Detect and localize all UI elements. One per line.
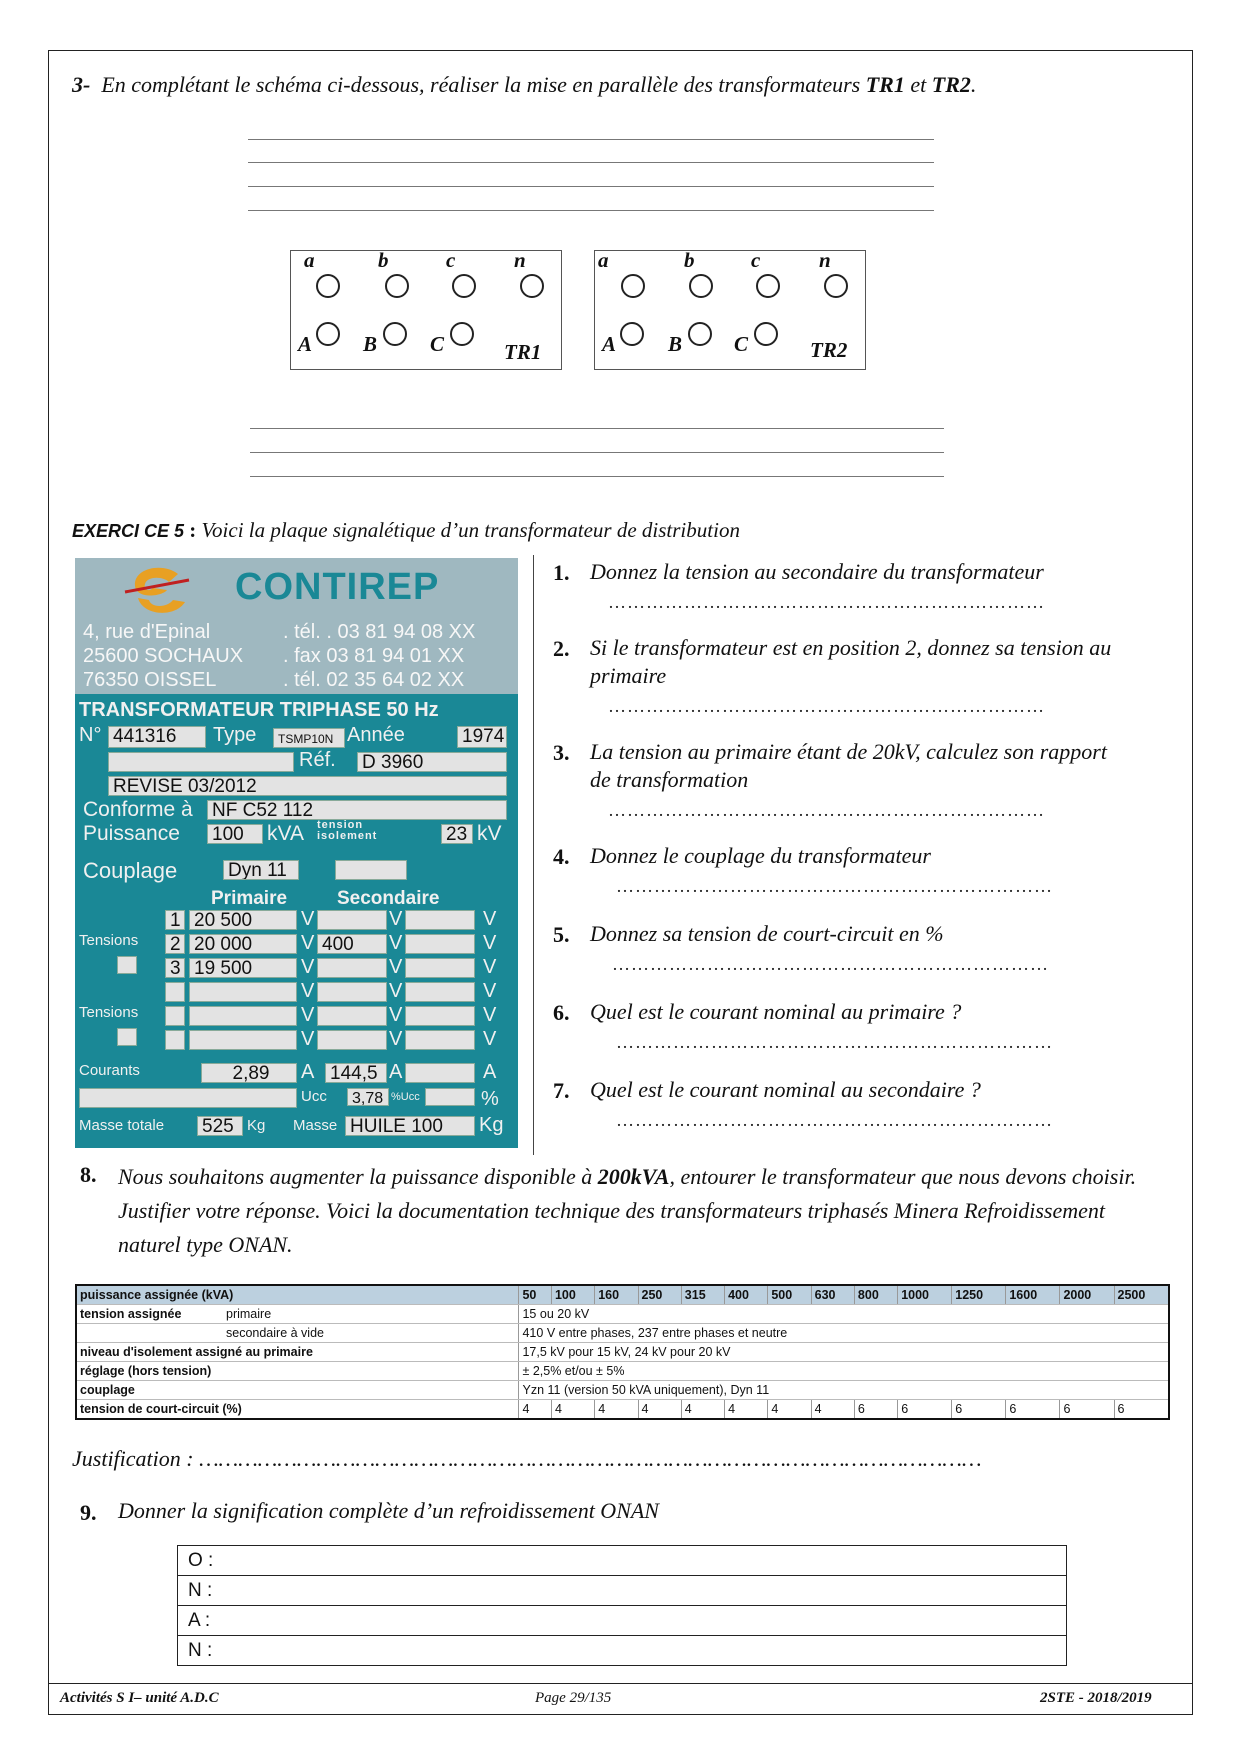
answer-line[interactable]: …………………………………………………………… [616, 876, 1053, 896]
tr2-terminal-B[interactable] [688, 322, 712, 346]
justification-dots: ………………………………………………………………………………………………………… [199, 1446, 982, 1471]
tap-checkbox[interactable] [117, 1028, 137, 1046]
column-divider [533, 555, 534, 1155]
blank-field [79, 1088, 297, 1108]
busbar-line[interactable] [248, 162, 934, 163]
justification-label: Justification : [72, 1446, 200, 1471]
question-text: Donnez sa tension de court-circuit en % [590, 921, 944, 946]
tr2-terminal-a[interactable] [621, 274, 645, 298]
exercise-5-desc: Voici la plaque signalétique d’un transformateur de distribution [201, 518, 740, 542]
ucc-cell: 4 [725, 1400, 768, 1420]
tr2-terminal-A[interactable] [620, 322, 644, 346]
primary-header: Primaire [211, 888, 288, 909]
ref-value: D 3960 [357, 752, 507, 772]
ucc-cell: 6 [854, 1400, 897, 1420]
power-cell: 1600 [1006, 1285, 1060, 1305]
primary-voltage: 20 000 [189, 934, 297, 954]
blank-field [405, 1006, 475, 1026]
tr1-label-n: n [514, 248, 526, 272]
tr1-label-C: C [430, 332, 445, 356]
ucc-label: Ucc [301, 1088, 327, 1105]
footer-left: Activités S I– unité A.D.C [60, 1690, 219, 1706]
blank-field [405, 934, 475, 954]
brand-name: CONTIREP [235, 566, 440, 608]
tr2-ref: TR2 [931, 72, 971, 97]
unit-v: V [389, 1004, 403, 1026]
unit-v: V [301, 980, 315, 1002]
table-row [76, 1381, 1169, 1400]
question-text: Quel est le courant nominal au primaire ? [590, 999, 962, 1024]
primary-voltage: 19 500 [189, 958, 297, 978]
busbar-line[interactable] [248, 186, 934, 187]
total-mass-label: Masse totale [79, 1117, 165, 1134]
busbar-line[interactable] [250, 428, 944, 429]
address-line: 76350 OISSEL [83, 669, 217, 691]
power-cell: 400 [725, 1285, 768, 1305]
ucc-cell: 4 [768, 1400, 811, 1420]
tap-number: 3 [165, 958, 185, 978]
blank-field [165, 982, 185, 1002]
ucc-cell: 4 [638, 1400, 681, 1420]
onan-cell[interactable]: O : [178, 1546, 1067, 1576]
type-label: Type [213, 724, 257, 746]
exercise-5-heading [72, 518, 740, 543]
address-line: 25600 SOCHAUX [83, 645, 244, 667]
unit-v: V [389, 980, 403, 1002]
power-cell: 1250 [952, 1285, 1006, 1305]
answer-line[interactable]: …………………………………………………………… [616, 1110, 1053, 1130]
tr2-terminal-C[interactable] [754, 322, 778, 346]
row-sublabel: primaire [223, 1305, 519, 1324]
serial-number: 441316 [108, 726, 206, 748]
coupling-value: Dyn 11 [223, 860, 299, 880]
address-block [83, 620, 243, 692]
blank-field [317, 982, 387, 1002]
power-cell: 315 [681, 1285, 724, 1305]
question-3-end: . [970, 72, 977, 97]
blank-field [317, 1030, 387, 1050]
blank-field [108, 752, 294, 772]
address-line: 4, rue d'Epinal [83, 621, 211, 643]
blank-field [425, 1088, 475, 1106]
blank-field [405, 958, 475, 978]
question-number: 2. [553, 636, 570, 661]
ucc-cell: 6 [898, 1400, 952, 1420]
unit-v: V [483, 908, 497, 930]
tr2-terminal-n[interactable] [824, 274, 848, 298]
voltages-label: Tensions [79, 1004, 139, 1021]
unit-a: A [301, 1061, 315, 1083]
justification-line[interactable] [72, 1446, 1172, 1472]
row-value: 17,5 kV pour 15 kV, 24 kV pour 20 kV [519, 1343, 1169, 1362]
answer-line[interactable]: …………………………………………………………… [608, 800, 1045, 820]
blank-field [405, 910, 475, 930]
footer-right: 2STE - 2018/2019 [1040, 1690, 1152, 1706]
row-label: réglage (hors tension) [76, 1362, 519, 1381]
tap-checkbox[interactable] [117, 956, 137, 974]
ucc-cell: 4 [811, 1400, 854, 1420]
unit-v: V [389, 908, 403, 930]
question-text: Si le transformateur est en position 2, donnez sa tension au primaire [590, 635, 1112, 688]
power-cell: 160 [595, 1285, 638, 1305]
year-label: Année [347, 724, 405, 746]
unit-v: V [483, 1004, 497, 1026]
tr1-terminal-c[interactable] [452, 274, 476, 298]
oil-mass-value: HUILE 100 [345, 1116, 475, 1136]
tr1-label-b: b [378, 248, 389, 272]
unit-v: V [483, 956, 497, 978]
power-cell: 800 [854, 1285, 897, 1305]
primary-voltage: 20 500 [189, 910, 297, 930]
answer-line[interactable]: …………………………………………………………… [608, 592, 1045, 612]
onan-cell[interactable]: N : [178, 1636, 1067, 1666]
tr1-terminal-b[interactable] [385, 274, 409, 298]
secondary-voltage [317, 958, 387, 978]
secondary-current: 144,5 [325, 1063, 387, 1083]
tr1-terminal-a[interactable] [316, 274, 340, 298]
question-number: 7. [553, 1078, 570, 1103]
table-row [76, 1400, 1169, 1420]
insulation-value: 23 [441, 824, 473, 844]
ucc-cell: 6 [1006, 1400, 1060, 1420]
blank-field [317, 1006, 387, 1026]
standard-label: Conforme à [83, 798, 193, 821]
ucc-cell: 4 [519, 1400, 551, 1420]
row-label: tension assignée [76, 1305, 223, 1324]
mass-label: Masse [293, 1117, 338, 1134]
unit-v: V [301, 1028, 315, 1050]
tr1-name: TR1 [504, 340, 542, 364]
table-row [76, 1285, 1169, 1305]
total-mass-value: 525 [197, 1116, 243, 1136]
question-number: 9. [80, 1500, 97, 1525]
busbar-line[interactable] [248, 139, 934, 140]
secondary-voltage: 400 [317, 934, 387, 954]
answer-line[interactable]: …………………………………………………………… [612, 954, 1049, 974]
ucc-cell: 4 [681, 1400, 724, 1420]
answer-line[interactable]: …………………………………………………………… [616, 1032, 1053, 1052]
tr2-name: TR2 [810, 338, 848, 362]
tr1-label-c: c [446, 248, 456, 272]
tr2-label-a: a [598, 248, 609, 272]
power-cell: 500 [768, 1285, 811, 1305]
tr1-label-B: B [363, 332, 378, 356]
contirep-logo-icon [123, 562, 193, 620]
serial-label: N° [79, 724, 102, 746]
ucc-cell: 6 [952, 1400, 1006, 1420]
tr1-ref: TR1 [865, 72, 905, 97]
insulation-label [317, 820, 377, 842]
unit-pct: % [481, 1088, 499, 1110]
table-row [76, 1305, 1169, 1324]
primary-current: 2,89 [201, 1063, 297, 1083]
unit-a: A [483, 1061, 497, 1083]
table-row [178, 1606, 1067, 1636]
unit-v: V [301, 1004, 315, 1026]
tr2-label-B: B [668, 332, 683, 356]
table-row [76, 1343, 1169, 1362]
exercise-5-colon: : [184, 518, 202, 542]
row-value: Yzn 11 (version 50 kVA uniquement), Dyn 11 [519, 1381, 1169, 1400]
tr1-terminal-A[interactable] [316, 322, 340, 346]
tr1-terminal-C[interactable] [450, 322, 474, 346]
type-value: TSMP10N [273, 728, 345, 748]
tr2-label-c: c [751, 248, 761, 272]
unit-v: V [389, 932, 403, 954]
unit-kg: Kg [247, 1117, 266, 1134]
ucc-value: 3,78 [347, 1088, 389, 1106]
power-cell: 250 [638, 1285, 681, 1305]
ref-label: Réf. [299, 749, 336, 771]
blank-field [165, 1006, 185, 1026]
unit-v: V [483, 980, 497, 1002]
revision-value: REVISE 03/2012 [108, 776, 507, 796]
spec-table [75, 1284, 1170, 1420]
ucc-cell: 6 [1060, 1400, 1114, 1420]
power-cell: 2500 [1114, 1285, 1169, 1305]
question-number: 1. [553, 560, 570, 585]
insulation-label-1: tension [317, 819, 364, 831]
table-header-cell: puissance assignée (kVA) [76, 1285, 519, 1305]
question-3-and: et [904, 72, 932, 97]
row-value: ± 2,5% et/ou ± 5% [519, 1362, 1169, 1381]
question-text: Donnez la tension au secondaire du transformateur [590, 559, 1044, 584]
row-value: 410 V entre phases, 237 entre phases et neutre [519, 1324, 1169, 1343]
busbar-line[interactable] [250, 476, 944, 477]
ucc-cell: 4 [551, 1400, 594, 1420]
insulation-unit: kV [477, 822, 502, 845]
nameplate-heading: TRANSFORMATEUR TRIPHASE 50 Hz [79, 699, 439, 721]
unit-kg: Kg [479, 1114, 504, 1136]
year-value: 1974 [457, 726, 507, 748]
question-text: La tension au primaire étant de 20kV, calculez son rapport de transformation [590, 739, 1107, 792]
row-label-empty [76, 1324, 223, 1343]
question-text: Donnez le couplage du transformateur [590, 843, 931, 868]
unit-a: A [389, 1061, 403, 1083]
question-3 [72, 72, 976, 98]
row-label: niveau d'isolement assigné au primaire [76, 1343, 519, 1362]
unit-v: V [301, 932, 315, 954]
power-cell: 50 [519, 1285, 551, 1305]
blank-field [189, 1030, 297, 1050]
question-number: 4. [553, 844, 570, 869]
power-value: 100 [207, 824, 263, 844]
onan-cell[interactable]: N : [178, 1576, 1067, 1606]
power-cell: 100 [551, 1285, 594, 1305]
secondary-header: Secondaire [337, 888, 440, 909]
table-row [178, 1636, 1067, 1666]
footer-divider [48, 1683, 1193, 1684]
tap-number: 2 [165, 934, 185, 954]
unit-v: V [301, 956, 315, 978]
question-9-text: Donner la signification complète d’un refroidissement ONAN [118, 1498, 659, 1523]
answer-line[interactable]: …………………………………………………………… [608, 696, 1045, 716]
blank-field [189, 1006, 297, 1026]
tr2-label-C: C [734, 332, 749, 356]
row-value: 15 ou 20 kV [519, 1305, 1169, 1324]
tr2-label-b: b [684, 248, 695, 272]
contact-line: . fax 03 81 94 01 XX [283, 645, 465, 667]
footer-page: Page 29/135 [535, 1690, 612, 1706]
power-cell: 2000 [1060, 1285, 1114, 1305]
contact-line: . tél. 02 35 64 02 XX [283, 669, 465, 691]
power-label: Puissance [83, 822, 180, 845]
busbar-line[interactable] [248, 210, 934, 211]
power-cell: 630 [811, 1285, 854, 1305]
row-label: couplage [76, 1381, 519, 1400]
unit-v: V [483, 1028, 497, 1050]
question-text: Quel est le courant nominal au secondaire ? [590, 1077, 981, 1102]
blank-field [405, 1063, 475, 1083]
contact-block [283, 620, 475, 692]
question-8-part1: Nous souhaitons augmenter la puissance disponible à [118, 1164, 598, 1189]
voltages-label: Tensions [79, 932, 139, 949]
currents-label: Courants [79, 1062, 140, 1079]
blank-field [189, 982, 297, 1002]
exercise-5-title: EXERCI CE 5 [72, 521, 185, 541]
power-cell: 1000 [898, 1285, 952, 1305]
tr1-terminal-n[interactable] [520, 274, 544, 298]
onan-cell[interactable]: A : [178, 1606, 1067, 1636]
tap-number: 1 [165, 910, 185, 930]
busbar-line[interactable] [250, 452, 944, 453]
power-unit: kVA [267, 822, 304, 845]
question-8-text [118, 1160, 1148, 1262]
blank-field [335, 860, 407, 880]
contact-line: . tél. . 03 81 94 08 XX [283, 621, 476, 643]
tr1-terminal-B[interactable] [383, 322, 407, 346]
table-row [178, 1546, 1067, 1576]
standard-value: NF C52 112 [207, 800, 507, 820]
question-number: 8. [80, 1162, 97, 1187]
row-sublabel: secondaire à vide [223, 1324, 519, 1343]
question-number: 6. [553, 1000, 570, 1025]
question-8-part2: , entourer le transformateur que nous devons choisir. Justifier votre réponse. Voici la documentation technique des transformateurs triphasés Minera Refroidissement naturel type ONAN. [118, 1164, 1137, 1257]
insulation-label-2: isolement [317, 830, 378, 842]
question-3-text: En complétant le schéma ci-dessous, réaliser la mise en parallèle des transformateurs [101, 72, 866, 97]
transformer-nameplate [75, 558, 518, 1148]
ucc-pct-label: %Ucc [391, 1091, 420, 1103]
unit-v: V [301, 908, 315, 930]
secondary-voltage [317, 910, 387, 930]
tr1-label-A: A [298, 332, 313, 356]
tr2-label-A: A [602, 332, 617, 356]
coupling-label: Couplage [83, 858, 178, 883]
blank-field [405, 982, 475, 1002]
table-row [178, 1576, 1067, 1606]
ucc-cell: 6 [1114, 1400, 1169, 1420]
row-label: tension de court-circuit (%) [76, 1400, 519, 1420]
unit-v: V [483, 932, 497, 954]
unit-v: V [389, 956, 403, 978]
question-8-power: 200kVA [597, 1164, 670, 1189]
unit-v: V [389, 1028, 403, 1050]
question-3-number: 3- [72, 72, 91, 97]
blank-field [405, 1030, 475, 1050]
tr2-terminal-b[interactable] [689, 274, 713, 298]
onan-table [177, 1545, 1067, 1666]
tr2-label-n: n [819, 248, 831, 272]
tr2-terminal-c[interactable] [756, 274, 780, 298]
blank-field [165, 1030, 185, 1050]
tr1-label-a: a [304, 248, 315, 272]
question-number: 3. [553, 740, 570, 765]
ucc-cell: 4 [595, 1400, 638, 1420]
table-row [76, 1324, 1169, 1343]
table-row [76, 1362, 1169, 1381]
question-number: 5. [553, 922, 570, 947]
